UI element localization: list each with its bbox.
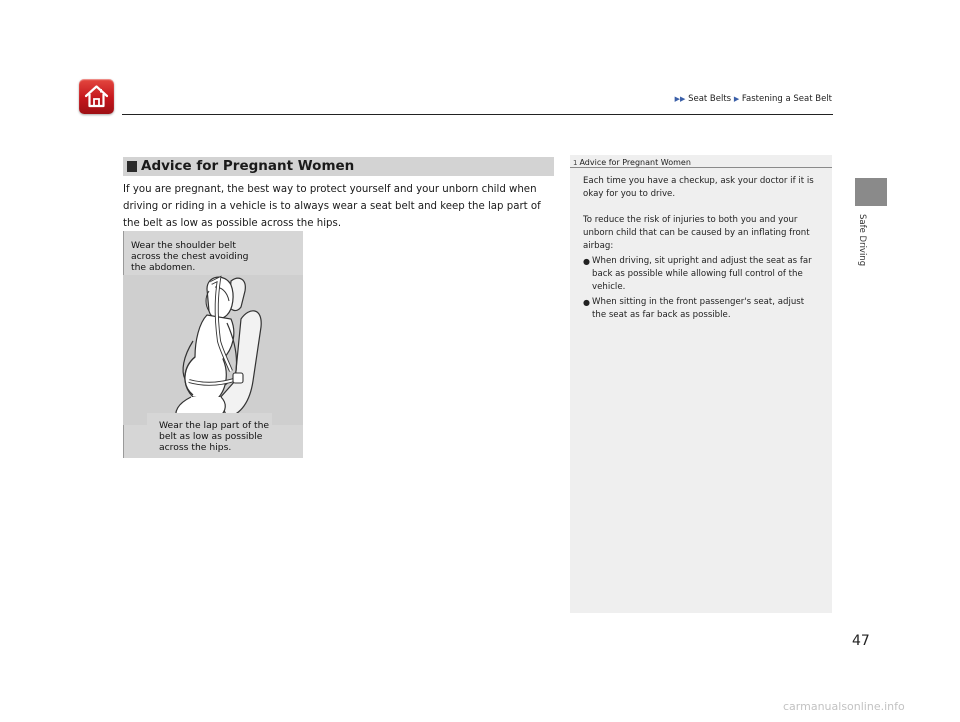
note-bullet [583, 255, 828, 294]
header-divider [122, 114, 833, 115]
shoulder-belt-callout [131, 240, 281, 273]
breadcrumb-arrow-icon: ▶▶ [674, 95, 686, 103]
note-line: the seat as far back as possible. [592, 310, 731, 320]
bullet-icon: ● [583, 257, 590, 266]
section-square-icon [127, 161, 137, 172]
note-line: back as possible while allowing full control of the [592, 269, 803, 279]
watermark: carmanualsonline.info [783, 700, 905, 713]
breadcrumb-item-seat-belts[interactable]: Seat Belts [688, 94, 732, 104]
callout-line: the abdomen. [131, 262, 196, 273]
callout-line: across the hips. [159, 442, 232, 453]
note-title [573, 158, 691, 167]
chapter-tab-label: Safe Driving [857, 214, 867, 267]
page-number: 47 [852, 633, 870, 649]
note-line: When driving, sit upright and adjust the seat as far [592, 256, 812, 266]
section-title: Advice for Pregnant Women [141, 158, 355, 174]
callout-line: Wear the shoulder belt [131, 240, 236, 251]
note-line: To reduce the risk of injuries to both you and your [583, 215, 798, 225]
lap-belt-callout [159, 420, 289, 453]
note-line: unborn child that can be caused by an inflating front [583, 228, 810, 238]
note-line: When sitting in the front passenger's seat, adjust [592, 297, 805, 307]
breadcrumb-arrow-icon: ▶ [733, 95, 740, 103]
callout-line: Wear the lap part of the [159, 420, 270, 431]
home-icon [83, 83, 110, 110]
pregnant-seatbelt-illustration [123, 231, 303, 458]
breadcrumb [600, 94, 832, 104]
note-bullet [583, 296, 828, 322]
chapter-tab[interactable] [855, 178, 887, 206]
note-line: vehicle. [592, 282, 626, 292]
note-title-text: Advice for Pregnant Women [579, 158, 691, 167]
callout-line: belt as low as possible [159, 431, 263, 442]
callout-line: across the chest avoiding [131, 251, 249, 262]
bullet-icon: ● [583, 298, 590, 307]
note-line: Each time you have a checkup, ask your doctor if it is [583, 176, 814, 186]
breadcrumb-item-fastening[interactable]: Fastening a Seat Belt [741, 94, 832, 104]
note-paragraph [583, 175, 828, 201]
body-paragraph: If you are pregnant, the best way to protect yourself and your unborn child when driving or riding in a vehicle is to always wear a seat belt and keep the lap part of the belt as low as possible across the hips. [123, 184, 541, 229]
note-line: okay for you to drive. [583, 189, 676, 199]
note-paragraph [583, 214, 828, 253]
note-line: airbag: [583, 241, 614, 251]
home-button[interactable] [79, 79, 114, 114]
note-divider [570, 167, 832, 168]
note-number: 1 [573, 159, 578, 167]
section-heading [123, 157, 554, 176]
